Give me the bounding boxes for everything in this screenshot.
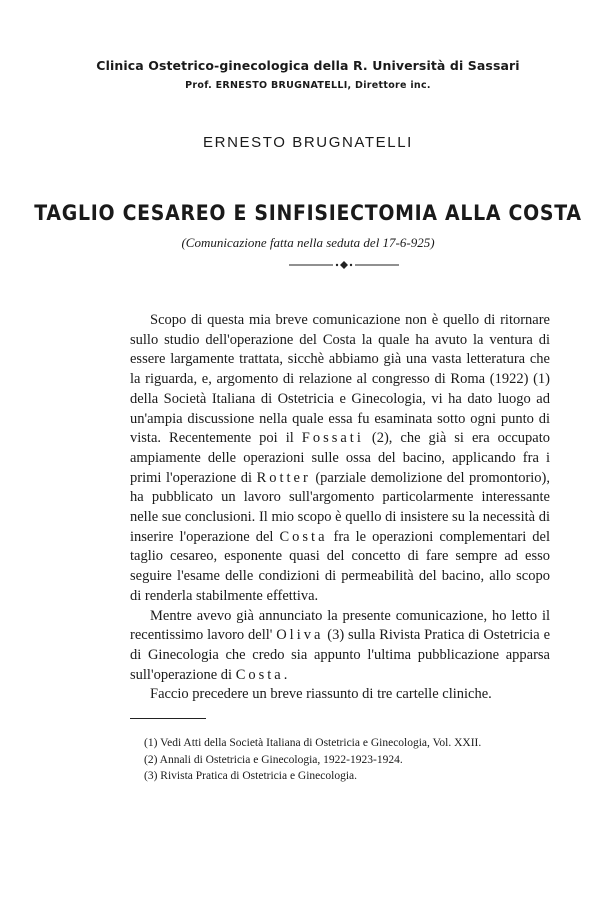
author-name-fossati: Fossati <box>301 430 364 447</box>
paragraph-2: Mentre avevo già annunciato la presente comunicazione, ho letto il recentissimo lavoro dell' Oliva (3) sulla Rivista Pratica di Ostetricia e di Ginecologia che credo sia appunto l'ultima pubblicazione apparsa sull'operazione di Costa. <box>130 607 550 683</box>
institution-header: Clinica Ostetrico-ginecologica della R. Università di Sassari <box>96 58 520 73</box>
author-name-costa-2: Costa <box>235 666 284 683</box>
article-subtitle: (Comunicazione fatta nella seduta del 17-6-925) <box>181 235 435 250</box>
paragraph-1: Scopo di questa mia breve comunicazione non è quello di ritornare sullo studio dell'operazione del Costa la quale ha avuto la ventura di essere largamente trattata, sicchè abbiamo già una vasta letteratura che la riguarda, e, argomento di relazione al congresso di Roma (1922) (1) della Società Italiana di Ostetricia e Ginecologia, vi ha dato luogo ad un'ampia discussione nella quale essa fu esaminata sotto ogni punto di vista. Recentemente poi il Fossati (2), che già si era occupato ampiamente delle operazioni sulle ossa del bacino, applicando fra i primi l'operazione di Rotter (parziale demolizione del promontorio), ha pubblicato un lavoro sull'argomento particolarmente interessante nelle sue conclusioni. Il mio scopo è quello di insistere su la necessità di inserire l'operazione del Costa fra le operazioni complementari del taglio cesareo, esponente quasi del concetto di fare sempre ad esso seguire l'esame delle condizioni di permeabilità del bacino, allo scopo di renderla stabilmente effettiva. <box>130 312 551 604</box>
footnote-1: (1) Vedi Atti della Società Italiana di Ostetricia e Ginecologia, Vol. XXII. <box>144 737 482 749</box>
footnotes <box>144 735 564 785</box>
author-name-rotter: Rotter <box>256 469 311 486</box>
ornament-divider <box>289 258 399 272</box>
article-title: TAGLIO CESAREO E SINFISIECTOMIA ALLA COSTA <box>34 201 582 225</box>
article-body <box>130 311 550 705</box>
director-line: Prof. ERNESTO BRUGNATELLI, Direttore inc. <box>185 80 431 91</box>
paragraph-3: Faccio precedere un breve riassunto di tre cartelle cliniche. <box>150 686 492 703</box>
author-name: ERNESTO BRUGNATELLI <box>203 134 413 151</box>
footnote-2: (2) Annali di Ostetricia e Ginecologia, 1922-1923-1924. <box>144 753 403 766</box>
author-name-costa: Costa <box>279 528 328 545</box>
footnote-3: (3) Rivista Pratica di Ostetricia e Ginecologia. <box>144 770 358 782</box>
footnote-rule <box>130 718 206 719</box>
author-name-oliva: Oliva <box>276 627 324 644</box>
